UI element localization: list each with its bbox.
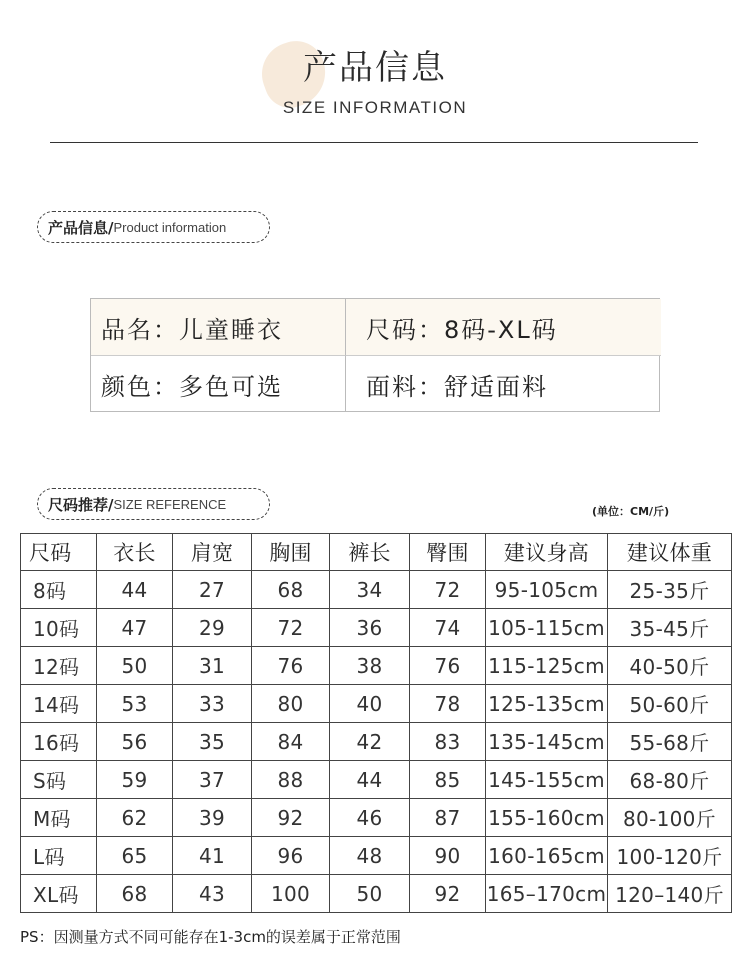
table-cell: 100	[252, 875, 330, 913]
column-header: 胸围	[252, 534, 330, 571]
page-title: 产品信息	[303, 48, 447, 88]
table-cell: 35-45斤	[608, 609, 732, 647]
table-cell: 100-120斤	[608, 837, 732, 875]
table-cell: 72	[410, 571, 486, 609]
product-fabric: 面料：舒适面料	[366, 372, 548, 401]
size-reference-label	[37, 488, 270, 520]
column-header: 裤长	[330, 534, 410, 571]
table-row	[21, 723, 732, 761]
table-cell: 62	[97, 799, 173, 837]
table-cell: 40	[330, 685, 410, 723]
table-cell: 36	[330, 609, 410, 647]
table-cell: 76	[410, 647, 486, 685]
table-cell: 80-100斤	[608, 799, 732, 837]
table-cell: 48	[330, 837, 410, 875]
product-color: 颜色：多色可选	[91, 356, 346, 412]
table-cell: 16码	[21, 723, 97, 761]
table-cell: 44	[97, 571, 173, 609]
table-cell: 55-68斤	[608, 723, 732, 761]
product-info-label-en: Product information	[113, 219, 227, 235]
table-cell: 31	[173, 647, 252, 685]
table-cell: 10码	[21, 609, 97, 647]
column-header: 肩宽	[173, 534, 252, 571]
table-cell: 85	[410, 761, 486, 799]
table-cell: 25-35斤	[608, 571, 732, 609]
product-size-range: 尺码：8码-XL码	[346, 299, 661, 356]
table-cell: 38	[330, 647, 410, 685]
table-cell: 65	[97, 837, 173, 875]
table-row	[21, 761, 732, 799]
table-cell: 59	[97, 761, 173, 799]
table-cell: 80	[252, 685, 330, 723]
table-cell: 105-115cm	[486, 609, 608, 647]
table-cell: 90	[410, 837, 486, 875]
table-cell: 44	[330, 761, 410, 799]
table-cell: 68-80斤	[608, 761, 732, 799]
table-cell: 74	[410, 609, 486, 647]
table-cell: 50	[97, 647, 173, 685]
table-cell: XL码	[21, 875, 97, 913]
table-row	[21, 799, 732, 837]
table-cell: 68	[97, 875, 173, 913]
table-row	[21, 837, 732, 875]
table-cell: 12码	[21, 647, 97, 685]
table-row	[21, 875, 732, 913]
size-reference-label-cn: 尺码推荐/	[48, 495, 114, 514]
product-info-table	[90, 298, 660, 412]
table-cell: M码	[21, 799, 97, 837]
table-row	[21, 571, 732, 609]
table-cell: 53	[97, 685, 173, 723]
column-header: 衣长	[97, 534, 173, 571]
title-divider	[50, 142, 698, 143]
table-cell: 87	[410, 799, 486, 837]
table-cell: 155-160cm	[486, 799, 608, 837]
size-reference-label-en: SIZE REFERENCE	[113, 496, 227, 512]
size-table	[20, 533, 732, 913]
table-cell: 27	[173, 571, 252, 609]
table-cell: 160-165cm	[486, 837, 608, 875]
table-cell: 50-60斤	[608, 685, 732, 723]
table-cell: 68	[252, 571, 330, 609]
table-cell: 165–170cm	[486, 875, 608, 913]
table-cell: 95-105cm	[486, 571, 608, 609]
table-cell: 39	[173, 799, 252, 837]
table-cell: 33	[173, 685, 252, 723]
column-header: 臀围	[410, 534, 486, 571]
table-cell: 76	[252, 647, 330, 685]
measurement-note: PS：因测量方式不同可能存在1-3cm的误差属于正常范围	[20, 928, 401, 946]
table-cell: 29	[173, 609, 252, 647]
table-cell: 50	[330, 875, 410, 913]
table-cell: 92	[410, 875, 486, 913]
table-cell: 92	[252, 799, 330, 837]
table-cell: 145-155cm	[486, 761, 608, 799]
table-cell: 72	[252, 609, 330, 647]
table-header-row	[21, 534, 732, 571]
table-cell: 84	[252, 723, 330, 761]
table-row	[21, 685, 732, 723]
table-cell: 88	[252, 761, 330, 799]
table-cell: L码	[21, 837, 97, 875]
table-cell: 40-50斤	[608, 647, 732, 685]
table-row	[21, 609, 732, 647]
table-row	[21, 647, 732, 685]
product-info-label-cn: 产品信息/	[48, 218, 114, 237]
table-cell: 34	[330, 571, 410, 609]
table-cell: S码	[21, 761, 97, 799]
table-cell: 37	[173, 761, 252, 799]
product-name: 品名：儿童睡衣	[91, 299, 346, 356]
column-header: 建议身高	[486, 534, 608, 571]
table-cell: 120–140斤	[608, 875, 732, 913]
page-subtitle: SIZE INFORMATION	[282, 98, 468, 117]
table-cell: 96	[252, 837, 330, 875]
table-cell: 14码	[21, 685, 97, 723]
table-cell: 42	[330, 723, 410, 761]
table-cell: 115-125cm	[486, 647, 608, 685]
table-cell: 8码	[21, 571, 97, 609]
product-info-label	[37, 211, 270, 243]
column-header: 建议体重	[608, 534, 732, 571]
table-cell: 125-135cm	[486, 685, 608, 723]
table-cell: 47	[97, 609, 173, 647]
table-cell: 56	[97, 723, 173, 761]
table-cell: 35	[173, 723, 252, 761]
table-cell: 46	[330, 799, 410, 837]
column-header: 尺码	[21, 534, 97, 571]
table-cell: 135-145cm	[486, 723, 608, 761]
unit-note: (单位：CM/斤)	[592, 505, 670, 518]
table-cell: 78	[410, 685, 486, 723]
table-cell: 83	[410, 723, 486, 761]
table-cell: 43	[173, 875, 252, 913]
table-cell: 41	[173, 837, 252, 875]
